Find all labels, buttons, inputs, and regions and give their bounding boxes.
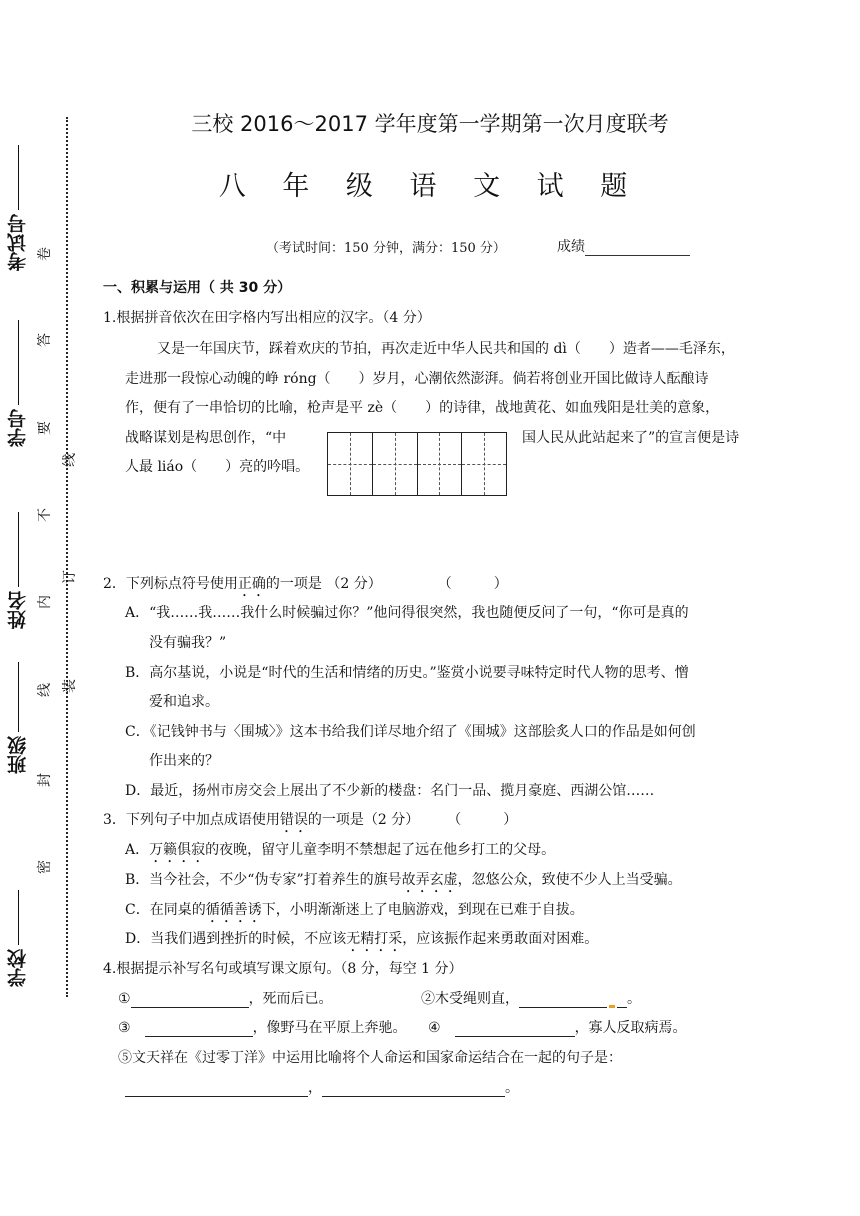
binding-dotted-line (66, 117, 68, 997)
answer-blank[interactable] (131, 992, 249, 1008)
q3-option: B．当今社会，不少“伪专家”打着养生的旗号故弄玄虚，忽悠公众，致使不少人上当受骗。 (125, 872, 682, 888)
q4-item: ④ ，寡人反取病焉。 (428, 1020, 687, 1036)
q4-item: ②木受绳则直， 。 (421, 991, 641, 1007)
grid-cell[interactable] (461, 433, 506, 495)
seal-char: 要 (37, 421, 53, 435)
grid-cell[interactable] (328, 433, 372, 495)
q3-stem: 3．下列句子中加点成语使用错误的一项是（2 分） （ ） (103, 812, 518, 828)
q2-option: B．高尔基说，小说是“时代的生活和情绪的历史。”鉴赏小说要寻味特定时代人物的思考、憎 (125, 665, 689, 681)
q4-stem: 4.根据提示补写名句或填写课文原句。（8 分，每空 1 分） (103, 961, 463, 977)
student-id-field: 学号 (4, 320, 30, 447)
q2-option: 没有骗我？” (149, 635, 227, 651)
q3-option: C．在同桌的循循善诱下，小明渐渐迷上了电脑游戏，到现在已难于自拔。 (125, 902, 584, 918)
exam-info: （考试时间：150 分钟，满分：150 分） (266, 241, 506, 256)
answer-blank[interactable] (322, 1081, 505, 1097)
q4-item5-blanks: ， 。 (125, 1077, 519, 1097)
grid-cell[interactable] (372, 433, 417, 495)
seal-char: 线 (37, 683, 53, 697)
q1-line: 战略谋划是构思创作，“中 (125, 430, 287, 446)
q2-stem: 2．下列标点符号使用正确的一项是 （2 分） （ ） (103, 576, 508, 592)
q1-line: 国人民从此站起来了”的宣言便是诗 (522, 430, 740, 446)
name-field: 姓名 (4, 512, 30, 629)
q2-option: A．“我……我……我什么时候骗过你？”他问得很突然，我也随便反问了一句，“你可是真的 (125, 605, 689, 621)
score-blank[interactable] (585, 241, 690, 256)
grid-cell[interactable] (417, 433, 462, 495)
answer-blank[interactable] (455, 1021, 575, 1037)
q1-line: 走进那一段惊心动魄的峥 róng（ ）岁月，心潮依然澎湃。倘若将创业开国比做诗人酝酿诗 (125, 371, 709, 387)
q1-stem: 1.根据拼音依次在田字格内写出相应的汉字。（4 分） (103, 310, 431, 326)
seal-char: 答 (37, 333, 53, 347)
q2-option: 爱和追求。 (149, 694, 219, 710)
answer-blank[interactable] (125, 1081, 308, 1097)
seal-char: 封 (37, 773, 53, 787)
q2-option: 作出来的？ (149, 753, 219, 769)
score-field: 成绩 (557, 236, 690, 256)
q3-option: D．当我们遇到挫折的时候，不应该无精打采，应该振作起来勇敢面对困难。 (125, 931, 599, 947)
q2-option: C．《记钱钟书与〈围城〉》这本书给我们详尽地介绍了《围城》这部脍炙人口的作品是如何创 (125, 724, 696, 740)
mark (609, 1005, 615, 1008)
seal-char: 卷 (37, 247, 53, 261)
q2-option: D．最近，扬州市房交会上展出了不少新的楼盘：名门一品、揽月豪庭、西湖公馆…… (125, 783, 655, 799)
answer-blank[interactable] (617, 992, 627, 1008)
school-field: 学校 (4, 890, 30, 987)
tianzige-grid[interactable] (327, 432, 507, 496)
seal-char: 密 (37, 860, 53, 874)
subject-title: 八 年 级 语 文 试 题 (218, 171, 642, 202)
q4-item5: ⑤文天祥在《过零丁洋》中运用比喻将个人命运和国家命运结合在一起的句子是： (118, 1050, 622, 1066)
q3-option: A．万籁俱寂的夜晚，留守儿童李明不禁想起了远在他乡打工的父母。 (125, 842, 556, 858)
q1-line: 作，便有了一串恰切的比喻，枪声是平 zè（ ）的诗律，战地黄花、如血残阳是壮美的意象， (125, 400, 720, 416)
q4-item: ③ ，像野马在平原上奔驰。 (118, 1020, 407, 1036)
seal-char: 不 (37, 508, 53, 522)
q4-item: ① ，死而后已。 (118, 991, 333, 1007)
q1-line: 人最 liáo（ ）亮的吟唱。 (125, 459, 310, 475)
seal-char-2: 订 (62, 570, 78, 584)
seal-char-2: 装 (62, 679, 78, 693)
section-heading: 一、积累与运用（ 共 30 分） (103, 280, 292, 296)
exam-number-field: 考试号 (4, 145, 30, 271)
exam-title: 三校 2016～2017 学年度第一学期第一次月度联考 (191, 112, 669, 136)
q1-line: 又是一年国庆节，踩着欢庆的节拍，再次走近中华人民共和国的 dì（ ）造者——毛泽东， (157, 341, 735, 357)
class-field: 班级 (4, 662, 30, 774)
seal-char: 内 (37, 595, 53, 609)
answer-blank[interactable] (145, 1021, 253, 1037)
answer-blank[interactable] (519, 992, 607, 1008)
seal-char-2: 线 (62, 453, 78, 467)
